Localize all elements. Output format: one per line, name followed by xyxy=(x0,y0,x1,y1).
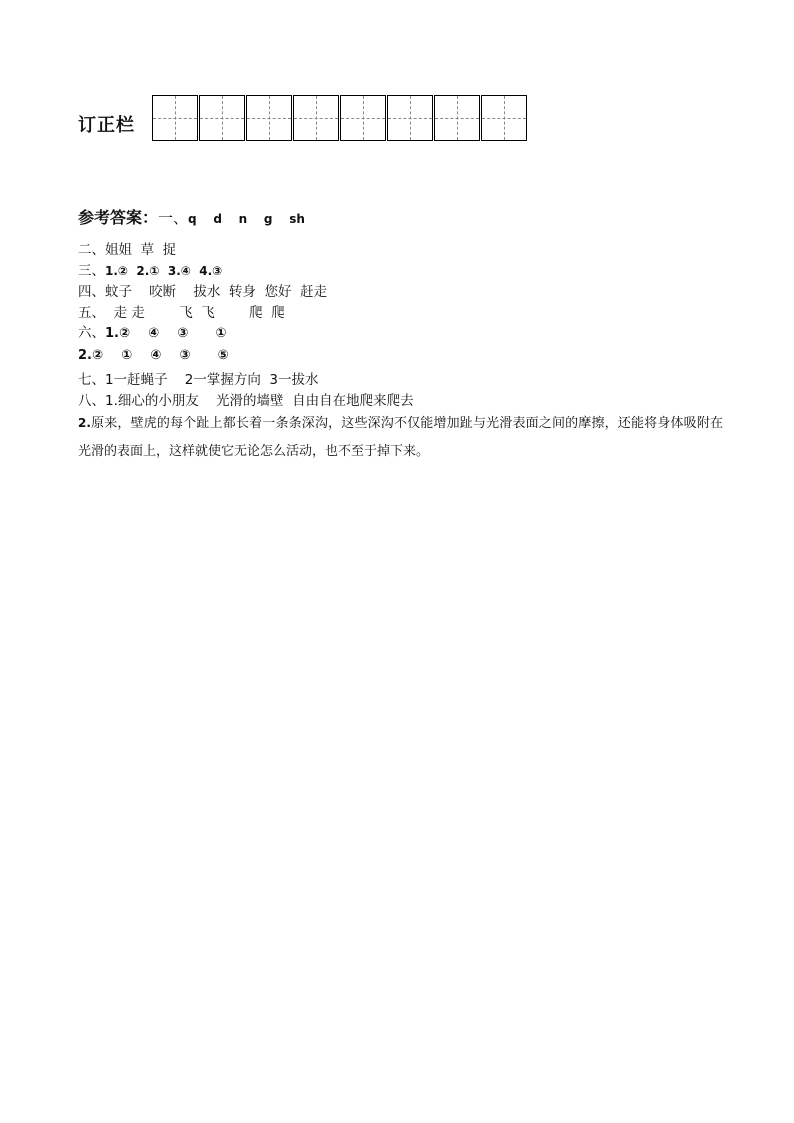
answer-part5: 五、 走 走 飞 飞 爬 爬 xyxy=(78,305,285,321)
answer-part2: 二、姐姐 草 捉 xyxy=(78,242,177,258)
answer-part4: 四、蚊子 咬断 拔水 转身 您好 赶走 xyxy=(78,284,328,300)
answer-title: 参考答案： xyxy=(78,208,159,227)
writing-cell[interactable] xyxy=(199,95,245,141)
writing-cell[interactable] xyxy=(246,95,292,141)
part6-prefix: 六、 xyxy=(78,325,105,341)
cell-guide-horizontal xyxy=(388,118,432,119)
part8-prefix: 八、 xyxy=(78,393,105,409)
correction-label: 订正栏 xyxy=(78,115,135,136)
part1-text: q d n g sh xyxy=(188,212,305,226)
correction-grid[interactable] xyxy=(152,95,527,141)
part6-line2-text: 2.② ① ④ ③ ⑤ xyxy=(78,348,229,363)
part8-2-num: 2. xyxy=(78,416,91,430)
writing-cell[interactable] xyxy=(293,95,339,141)
answer-heading xyxy=(78,205,305,228)
part8-text: 1.细心的小朋友 光滑的墙壁 自由自在地爬来爬去 xyxy=(105,393,414,409)
part6-line1-text: 1.② ④ ③ ① xyxy=(105,326,227,341)
answer-part6-line2 xyxy=(78,347,228,363)
writing-cell[interactable] xyxy=(434,95,480,141)
writing-cell[interactable] xyxy=(340,95,386,141)
answer-part7 xyxy=(78,368,319,388)
writing-cell[interactable] xyxy=(387,95,433,141)
answer-part8 xyxy=(78,389,414,409)
part1-prefix: 一、 xyxy=(158,209,189,227)
writing-cell[interactable] xyxy=(481,95,527,141)
cell-guide-horizontal xyxy=(247,118,291,119)
part7-prefix: 七、 xyxy=(78,372,105,388)
cell-guide-horizontal xyxy=(153,118,197,119)
answer-part6-line1 xyxy=(78,321,226,341)
writing-cell[interactable] xyxy=(152,95,198,141)
cell-guide-horizontal xyxy=(200,118,244,119)
part8-2-text: 原来，壁虎的每个趾上都长着一条条深沟，这些深沟不仅能增加趾与光滑表面之间的摩擦，还能将身体吸附在光滑的表面上，这样就使它无论怎么活动，也不至于掉下来。 xyxy=(78,416,723,459)
answer-part3 xyxy=(78,259,222,279)
cell-guide-horizontal xyxy=(482,118,526,119)
part3-prefix: 三、 xyxy=(78,263,105,279)
answer-part8-2 xyxy=(78,409,723,466)
cell-guide-horizontal xyxy=(341,118,385,119)
cell-guide-horizontal xyxy=(294,118,338,119)
part3-text: 1.② 2.① 3.④ 4.③ xyxy=(105,264,223,278)
cell-guide-horizontal xyxy=(435,118,479,119)
part7-text: 1一赶蝇子 2一掌握方向 3一拔水 xyxy=(105,372,319,388)
